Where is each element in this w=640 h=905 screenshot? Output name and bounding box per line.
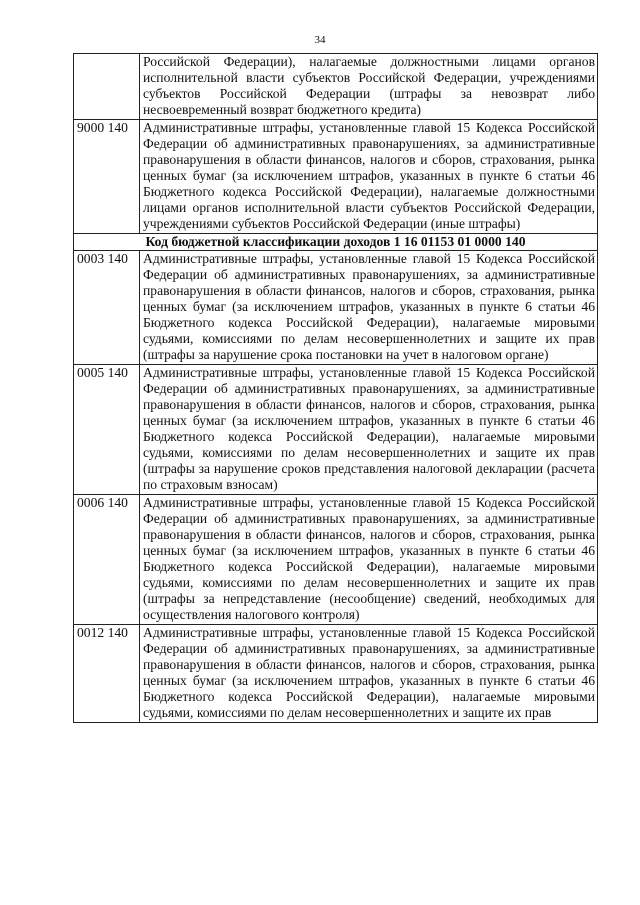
table-row [74, 625, 598, 723]
code-cell: 0006 140 [74, 495, 140, 625]
code-cell: 0012 140 [74, 625, 140, 723]
description-cell: Административные штрафы, установленные главой 15 Кодекса Российской Федерации об административных правонарушениях, за административные правонарушения в области финансов, налогов и сборов, страхования, рынка ценных бумаг (за исключением штрафов, указанных в пункте 6 статьи 46 Бюджетного кодекса Российской Федерации), налагаемые мировыми судьями, комиссиями по делам несовершеннолетних и защите их прав (штрафы за непредставление (несообщение) сведений, необходимых для осуществления налогового контроля) [140, 495, 598, 625]
code-cell [74, 54, 140, 120]
table-row [74, 251, 598, 365]
description-cell: Административные штрафы, установленные главой 15 Кодекса Российской Федерации об административных правонарушениях, за административные правонарушения в области финансов, налогов и сборов, страхования, рынка ценных бумаг (за исключением штрафов, указанных в пункте 6 статьи 46 Бюджетного кодекса Российской Федерации), налагаемые мировыми судьями, комиссиями по делам несовершеннолетних и защите их прав (штрафы за нарушение сроков представления налоговой декларации (расчета по страховым взносам) [140, 365, 598, 495]
section-header-row [74, 234, 598, 251]
page-number: 34 [314, 34, 326, 46]
table-row [74, 365, 598, 495]
description-cell: Административные штрафы, установленные главой 15 Кодекса Российской Федерации об административных правонарушениях, за административные правонарушения в области финансов, налогов и сборов, страхования, рынка ценных бумаг (за исключением штрафов, указанных в пункте 6 статьи 46 Бюджетного кодекса Российской Федерации), налагаемые должностными лицами органов исполнительной власти субъектов Российской Федерации, учреждениями субъектов Российской Федерации (иные штрафы) [140, 120, 598, 234]
table-row [74, 54, 598, 120]
budget-classification-table [73, 53, 598, 723]
description-cell: Административные штрафы, установленные главой 15 Кодекса Российской Федерации об административных правонарушениях, за административные правонарушения в области финансов, налогов и сборов, страхования, рынка ценных бумаг (за исключением штрафов, указанных в пункте 6 статьи 46 Бюджетного кодекса Российской Федерации), налагаемые мировыми судьями, комиссиями по делам несовершеннолетних и защите их прав [140, 625, 598, 723]
description-cell: Административные штрафы, установленные главой 15 Кодекса Российской Федерации об административных правонарушениях, за административные правонарушения в области финансов, налогов и сборов, страхования, рынка ценных бумаг (за исключением штрафов, указанных в пункте 6 статьи 46 Бюджетного кодекса Российской Федерации), налагаемые мировыми судьями, комиссиями по делам несовершеннолетних и защите их прав (штрафы за нарушение срока постановки на учет в налоговом органе) [140, 251, 598, 365]
section-heading: Код бюджетной классификации доходов 1 16 01153 01 0000 140 [74, 234, 598, 251]
code-cell: 9000 140 [74, 120, 140, 234]
code-cell: 0003 140 [74, 251, 140, 365]
table-row [74, 495, 598, 625]
table-row [74, 120, 598, 234]
code-cell: 0005 140 [74, 365, 140, 495]
description-cell: Российской Федерации), налагаемые должностными лицами органов исполнительной власти субъектов Российской Федерации, учреждениями субъектов Российской Федерации (штрафы за невозврат либо несвоевременный возврат бюджетного кредита) [140, 54, 598, 120]
